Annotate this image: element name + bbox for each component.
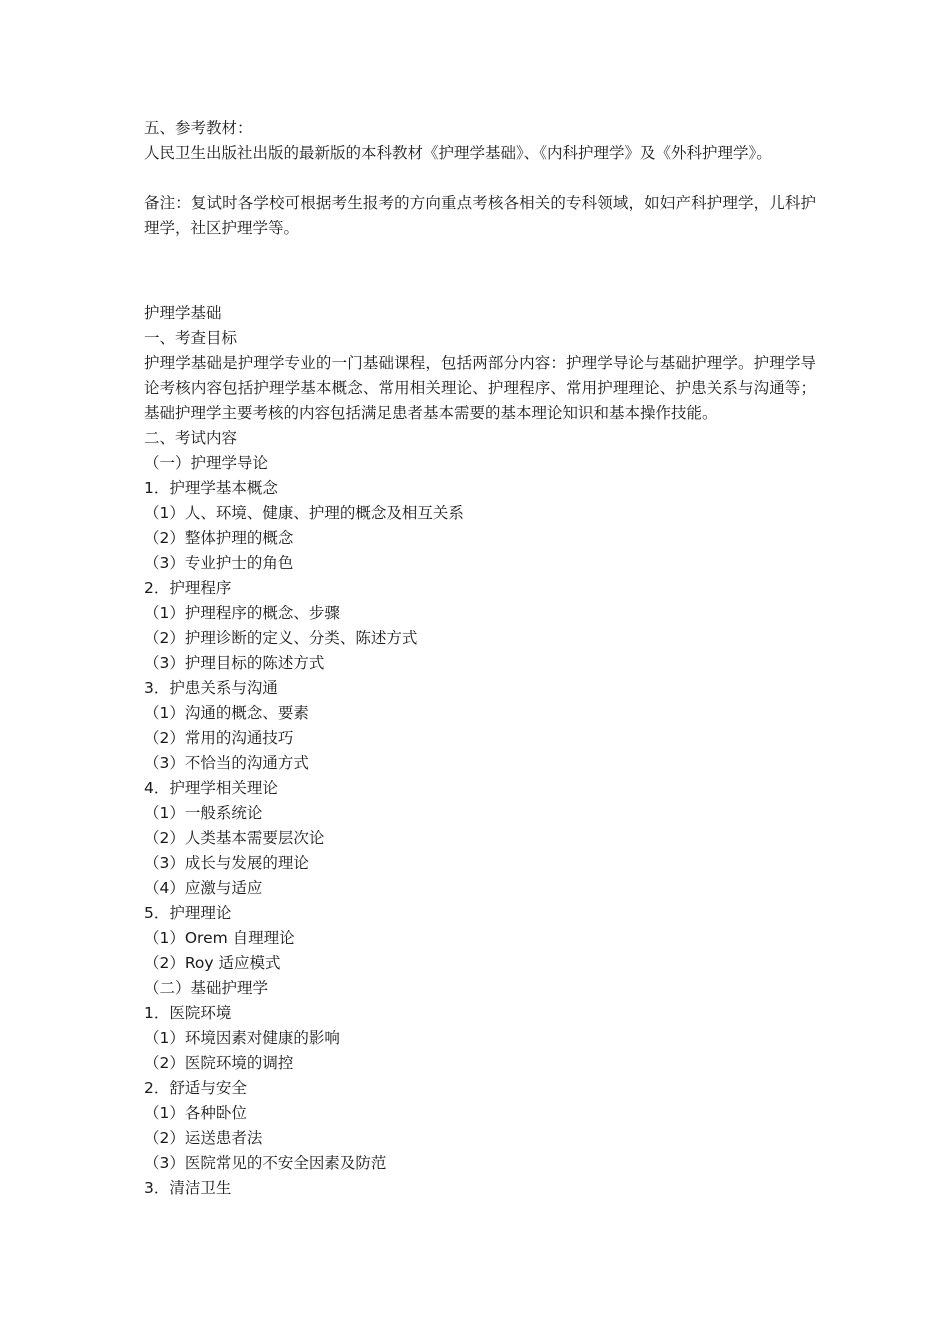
outline-item: （一）护理学导论 xyxy=(144,454,269,472)
outline-item: 2．护理程序 xyxy=(144,579,232,597)
document-body xyxy=(144,116,816,1201)
outline-item: 5．护理理论 xyxy=(144,904,232,922)
outline-item: （二）基础护理学 xyxy=(144,979,269,997)
outline-item: （2）常用的沟通技巧 xyxy=(144,729,294,747)
outline-item: （1）人、环境、健康、护理的概念及相互关系 xyxy=(144,504,464,522)
outline-item: 1．医院环境 xyxy=(144,1004,232,1022)
note-text: 备注：复试时各学校可根据考生报考的方向重点考核各相关的专科领域，如妇产科护理学，儿科护理学，社区护理学等。 xyxy=(144,194,816,237)
outline-item: 3．清洁卫生 xyxy=(144,1179,232,1197)
references-text: 人民卫生出版社出版的最新版的本科教材《护理学基础》、《内科护理学》及《外科护理学》。 xyxy=(144,144,772,162)
outline-item: （2）人类基本需要层次论 xyxy=(144,829,325,847)
outline-item: （4）应激与适应 xyxy=(144,879,263,897)
outline-item: （3）专业护士的角色 xyxy=(144,554,294,572)
outline-item: （2）医院环境的调控 xyxy=(144,1054,294,1072)
outline-item: （2）运送患者法 xyxy=(144,1129,263,1147)
outline-item: （1）沟通的概念、要素 xyxy=(144,704,309,722)
outline-item: （1）一般系统论 xyxy=(144,804,263,822)
outline-item: （2）整体护理的概念 xyxy=(144,529,294,547)
outline-item: 3．护患关系与沟通 xyxy=(144,679,278,697)
outline-item: （3）成长与发展的理论 xyxy=(144,854,309,872)
outline-item: 2．舒适与安全 xyxy=(144,1079,247,1097)
outline-item: 4．护理学相关理论 xyxy=(144,779,278,797)
goal-text: 护理学基础是护理学专业的一门基础课程，包括两部分内容：护理学导论与基础护理学。护理学导论考核内容包括护理学基本概念、常用相关理论、护理程序、常用护理理论、护患关系与沟通等；基础护理学主要考核的内容包括满足患者基本需要的基本理论知识和基本操作技能。 xyxy=(144,354,816,422)
outline-item: （3）医院常见的不安全因素及防范 xyxy=(144,1154,387,1172)
outline-item: （1）环境因素对健康的影响 xyxy=(144,1029,340,1047)
spacer xyxy=(144,241,816,301)
outline-item: （1）护理程序的概念、步骤 xyxy=(144,604,340,622)
outline-item: （2）Roy 适应模式 xyxy=(144,954,281,972)
outline-item: （2）护理诊断的定义、分类、陈述方式 xyxy=(144,629,418,647)
exam-outline xyxy=(144,451,816,1201)
outline-item: （3）不恰当的沟通方式 xyxy=(144,754,309,772)
outline-item: （3）护理目标的陈述方式 xyxy=(144,654,325,672)
outline-item: （1）Orem 自理理论 xyxy=(144,929,295,947)
subject-title: 护理学基础 xyxy=(144,304,222,322)
goal-heading: 一、考查目标 xyxy=(144,329,238,347)
outline-item: 1．护理学基本概念 xyxy=(144,479,278,497)
spacer xyxy=(144,166,816,191)
content-heading: 二、考试内容 xyxy=(144,429,238,447)
section-heading-references: 五、参考教材： xyxy=(144,119,253,137)
outline-item: （1）各种卧位 xyxy=(144,1104,247,1122)
